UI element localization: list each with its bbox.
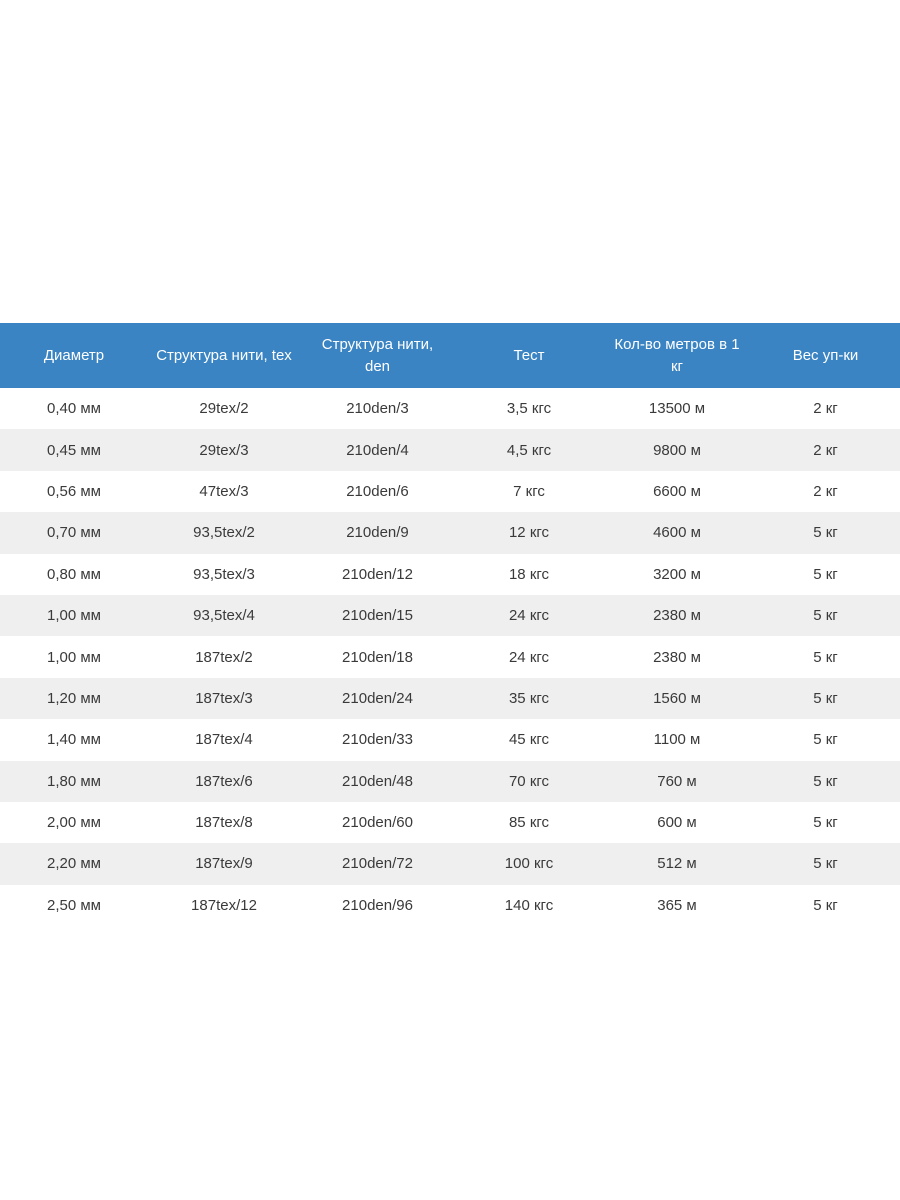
table-row [0,761,900,802]
cell-diameter: 1,00 мм [47,648,101,666]
header-test: Тест [455,323,603,388]
cell-meters-per-kg: 600 м [657,814,697,832]
thread-spec-table [0,323,900,926]
cell-test: 18 кгс [508,565,550,583]
cell-meters-per-kg: 512 м [603,843,751,884]
cell-structure-tex: 93,5tex/3 [193,565,255,583]
cell-structure-tex: 29tex/2 [199,400,249,418]
cell-test: 3,5 кгс [506,400,552,418]
cell-package-weight: 2 кг [813,482,838,500]
cell-meters-per-kg: 2380 м [603,595,751,636]
table-row [0,843,900,884]
cell-structure-tex: 187tex/8 [195,814,253,832]
cell-meters-per-kg: 6600 м [653,482,701,500]
cell-diameter: 2,00 мм [47,814,101,832]
cell-test: 35 кгс [455,678,603,719]
cell-package-weight: 5 кг [813,565,838,583]
cell-test: 85 кгс [508,814,550,832]
cell-meters-per-kg: 4600 м [603,512,751,553]
cell-diameter: 1,00 мм [0,595,148,636]
cell-structure-tex: 187tex/9 [148,843,300,884]
cell-test: 24 кгс [455,595,603,636]
cell-meters-per-kg: 9800 м [603,429,751,470]
cell-structure-tex: 93,5tex/4 [148,595,300,636]
table-row [0,554,900,595]
cell-structure-den: 210den/48 [300,761,455,802]
cell-test: 7 кгс [513,482,545,500]
header-package-weight: Вес уп-ки [751,323,900,388]
cell-test: 4,5 кгс [455,429,603,470]
cell-structure-den: 210den/3 [346,400,409,418]
cell-diameter: 1,80 мм [0,761,148,802]
cell-structure-den: 210den/4 [300,429,455,470]
table-row [0,429,900,470]
cell-structure-tex: 29tex/3 [148,429,300,470]
table-row [0,471,900,512]
cell-package-weight: 5 кг [813,896,838,914]
cell-package-weight: 5 кг [751,512,900,553]
cell-diameter: 2,50 мм [47,896,101,914]
cell-meters-per-kg: 365 м [657,896,697,914]
cell-diameter: 0,45 мм [0,429,148,470]
table-row [0,512,900,553]
cell-structure-den: 210den/60 [342,814,413,832]
cell-meters-per-kg: 1560 м [603,678,751,719]
header-structure-tex: Структура нити, tex [148,323,300,388]
cell-structure-den: 210den/33 [342,731,413,749]
cell-meters-per-kg: 760 м [603,761,751,802]
table-row [0,719,900,760]
cell-structure-den: 210den/96 [342,896,413,914]
cell-package-weight: 5 кг [751,761,900,802]
cell-diameter: 2,20 мм [0,843,148,884]
cell-package-weight: 5 кг [813,648,838,666]
cell-structure-den: 210den/12 [342,565,413,583]
cell-structure-tex: 187tex/6 [148,761,300,802]
cell-package-weight: 5 кг [751,678,900,719]
cell-structure-tex: 47tex/3 [199,482,249,500]
header-structure-den: Структура нити, den [300,323,455,388]
table-row [0,388,900,429]
cell-package-weight: 2 кг [751,429,900,470]
cell-structure-den: 210den/24 [300,678,455,719]
cell-meters-per-kg: 3200 м [653,565,701,583]
cell-package-weight: 2 кг [813,400,838,418]
cell-structure-tex: 187tex/3 [148,678,300,719]
cell-test: 12 кгс [455,512,603,553]
header-meters-per-kg: Кол-во метров в 1 кг [603,323,751,388]
cell-diameter: 0,56 мм [47,482,101,500]
table-row [0,595,900,636]
table-header [0,323,900,388]
cell-package-weight: 5 кг [813,814,838,832]
cell-meters-per-kg: 1100 м [653,731,701,749]
cell-test: 24 кгс [508,648,550,666]
cell-test: 100 кгс [455,843,603,884]
cell-diameter: 1,40 мм [47,731,101,749]
cell-diameter: 0,80 мм [47,565,101,583]
cell-structure-den: 210den/18 [342,648,413,666]
cell-structure-den: 210den/72 [300,843,455,884]
table-body [0,388,900,926]
cell-test: 140 кгс [504,896,554,914]
header-diameter: Диаметр [0,323,148,388]
table-row [0,636,900,677]
cell-structure-tex: 93,5tex/2 [148,512,300,553]
cell-package-weight: 5 кг [751,595,900,636]
cell-structure-tex: 187tex/2 [195,648,253,666]
cell-structure-den: 210den/6 [346,482,409,500]
table-row [0,802,900,843]
cell-diameter: 0,70 мм [0,512,148,553]
cell-structure-den: 210den/15 [300,595,455,636]
cell-test: 45 кгс [508,731,550,749]
cell-package-weight: 5 кг [751,843,900,884]
cell-structure-tex: 187tex/12 [191,896,257,914]
table-row [0,885,900,926]
cell-test: 70 кгс [455,761,603,802]
cell-structure-tex: 187tex/4 [195,731,253,749]
cell-meters-per-kg: 2380 м [653,648,701,666]
cell-package-weight: 5 кг [813,731,838,749]
table-header-row [0,323,900,388]
cell-meters-per-kg: 13500 м [648,400,706,418]
cell-structure-den: 210den/9 [300,512,455,553]
table-row [0,678,900,719]
cell-diameter: 1,20 мм [0,678,148,719]
cell-diameter: 0,40 мм [47,400,101,418]
